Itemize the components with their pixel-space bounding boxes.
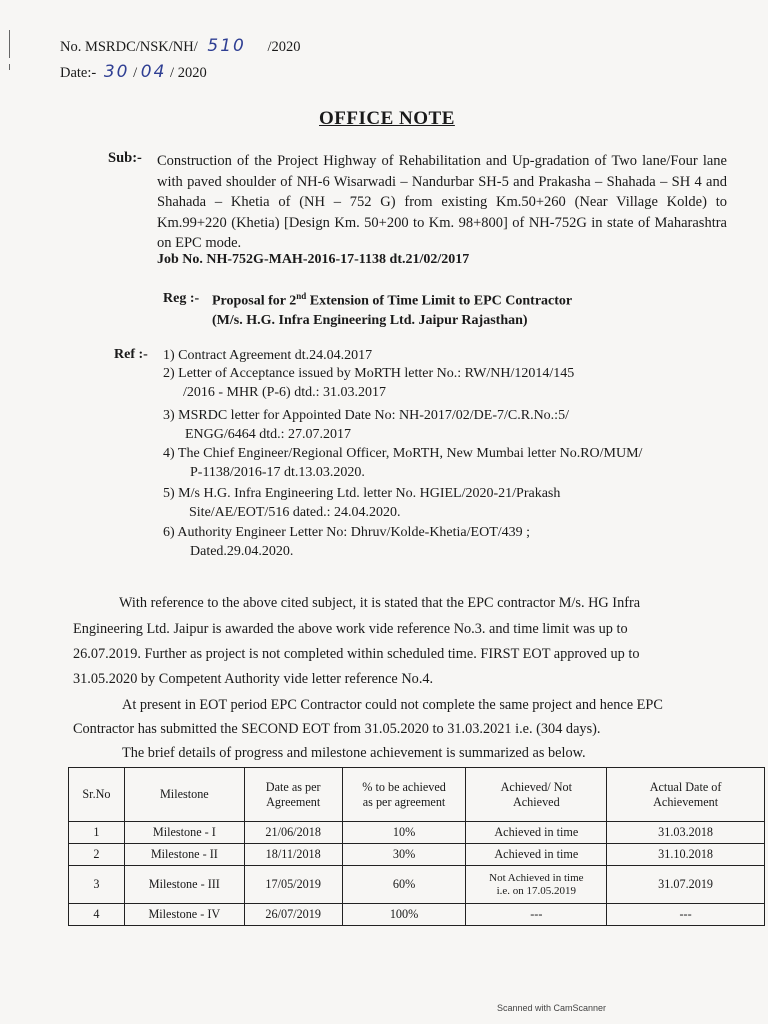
cell-status: Achieved in time bbox=[466, 822, 607, 844]
regarding-text-a: Proposal for 2 bbox=[212, 293, 297, 309]
body-paragraph-1-line-1: With reference to the above cited subject, it is stated that the EPC contractor M/s. HG Infra bbox=[119, 595, 641, 611]
cell-milestone: Milestone - IV bbox=[124, 904, 244, 926]
body-paragraph-2-line-1: At present in EOT period EPC Contractor could not complete the same project and hence EPC bbox=[122, 697, 663, 713]
header-srno: Sr.No bbox=[69, 768, 125, 822]
references-label: Ref :- bbox=[114, 347, 148, 362]
handwritten-reference-number: 510 bbox=[207, 36, 246, 56]
cell-milestone: Milestone - I bbox=[124, 822, 244, 844]
table-row bbox=[69, 822, 765, 844]
margin-mark bbox=[9, 30, 10, 58]
cell-date: 26/07/2019 bbox=[244, 904, 342, 926]
reference-item-4-cont: P-1138/2016-17 dt.13.03.2020. bbox=[190, 465, 365, 480]
table-row bbox=[69, 866, 765, 904]
cell-percent: 10% bbox=[342, 822, 466, 844]
body-paragraph-1-line-3: 26.07.2019. Further as project is not completed within scheduled time. FIRST EOT approved up to bbox=[73, 646, 640, 662]
table-header-row bbox=[69, 768, 765, 822]
reference-prefix: No. MSRDC/NSK/NH/ bbox=[60, 39, 198, 55]
header-percent bbox=[342, 768, 466, 822]
regarding-text-b: Extension of Time Limit to EPC Contractor bbox=[306, 293, 573, 309]
scanner-watermark: Scanned with CamScanner bbox=[497, 1003, 607, 1013]
date-prefix: Date:- bbox=[60, 65, 97, 81]
reference-item-6: 6) Authority Engineer Letter No: Dhruv/Kolde-Khetia/EOT/439 ; bbox=[163, 525, 531, 540]
cell-srno: 3 bbox=[69, 866, 125, 904]
cell-milestone: Milestone - III bbox=[124, 866, 244, 904]
reference-year: /2020 bbox=[267, 39, 301, 55]
subject-text: Construction of the Project Highway of Rehabilitation and Up-gradation of Two lane/Four lane with paved shoulder of NH-6 Wisarwadi – Nandurbar SH-5 and Prakasha – Shahada – SH 4 and Shahada – Khetia of (NH – 752 G) from existing Km.50+260 (Near Village Kolde) to Km.99+220 (Khetia) [Design Km. 50+200 to Km. 98+800] of NH-752G in state of Maharashtra on EPC mode. bbox=[157, 153, 727, 251]
date-line bbox=[60, 62, 207, 82]
milestone-table bbox=[68, 767, 765, 926]
body-paragraph-3: The brief details of progress and milestone achievement is summarized as below. bbox=[122, 745, 586, 761]
cell-percent: 100% bbox=[342, 904, 466, 926]
job-number: Job No. NH-752G-MAH-2016-17-1138 dt.21/02/2017 bbox=[157, 252, 470, 267]
cell-actual-date: --- bbox=[607, 904, 765, 926]
body-paragraph-1-line-4: 31.05.2020 by Competent Authority vide letter reference No.4. bbox=[73, 671, 434, 687]
reference-number-line bbox=[60, 36, 301, 56]
header-achieved-line-1: Achieved/ Not bbox=[500, 779, 573, 794]
page-title: OFFICE NOTE bbox=[319, 108, 455, 129]
reference-item-5-cont: Site/AE/EOT/516 dated.: 24.04.2020. bbox=[189, 505, 401, 520]
cell-percent: 60% bbox=[342, 866, 466, 904]
cell-srno: 2 bbox=[69, 844, 125, 866]
cell-actual-date: 31.07.2019 bbox=[607, 866, 765, 904]
cell-percent: 30% bbox=[342, 844, 466, 866]
header-actual-line-1: Actual Date of bbox=[649, 779, 722, 794]
header-actual-date bbox=[607, 768, 765, 822]
header-date-line-1: Date as per bbox=[265, 779, 321, 794]
date-year: / 2020 bbox=[170, 65, 207, 81]
cell-status: Achieved in time bbox=[466, 844, 607, 866]
table-row bbox=[69, 844, 765, 866]
date-separator: / bbox=[133, 65, 138, 81]
cell-srno: 1 bbox=[69, 822, 125, 844]
reference-item-6-cont: Dated.29.04.2020. bbox=[190, 544, 294, 559]
handwritten-date-day: 30 bbox=[103, 62, 130, 82]
cell-date: 18/11/2018 bbox=[244, 844, 342, 866]
header-milestone: Milestone bbox=[124, 768, 244, 822]
cell-srno: 4 bbox=[69, 904, 125, 926]
cell-status-line-2: i.e. on 17.05.2019 bbox=[496, 884, 577, 897]
reference-item-5: 5) M/s H.G. Infra Engineering Ltd. letter No. HGIEL/2020-21/Prakash bbox=[163, 486, 561, 501]
regarding-line-1 bbox=[212, 291, 572, 310]
regarding-label: Reg :- bbox=[163, 291, 200, 306]
header-achieved bbox=[466, 768, 607, 822]
cell-status-line-1: Not Achieved in time bbox=[489, 871, 584, 884]
handwritten-date-month: 04 bbox=[140, 62, 167, 82]
cell-date: 21/06/2018 bbox=[244, 822, 342, 844]
subject-label: Sub:- bbox=[108, 150, 142, 166]
margin-mark bbox=[9, 64, 10, 70]
reference-item-3: 3) MSRDC letter for Appointed Date No: NH-2017/02/DE-7/C.R.No.:5/ bbox=[163, 408, 569, 423]
reference-item-1: 1) Contract Agreement dt.24.04.2017 bbox=[163, 348, 373, 363]
header-date bbox=[244, 768, 342, 822]
regarding-superscript: nd bbox=[296, 291, 307, 301]
header-percent-line-1: % to be achieved bbox=[362, 779, 446, 794]
cell-status: --- bbox=[466, 904, 607, 926]
cell-actual-date: 31.03.2018 bbox=[607, 822, 765, 844]
cell-actual-date: 31.10.2018 bbox=[607, 844, 765, 866]
header-date-line-2: Agreement bbox=[266, 794, 321, 809]
reference-item-2-cont: /2016 - MHR (P-6) dtd.: 31.03.2017 bbox=[183, 385, 386, 400]
reference-item-4: 4) The Chief Engineer/Regional Officer, MoRTH, New Mumbai letter No.RO/MUM/ bbox=[163, 446, 643, 461]
table-row bbox=[69, 904, 765, 926]
cell-date: 17/05/2019 bbox=[244, 866, 342, 904]
regarding-line-2: (M/s. H.G. Infra Engineering Ltd. Jaipur Rajasthan) bbox=[212, 313, 528, 328]
header-percent-line-2: as per agreement bbox=[362, 794, 446, 809]
header-achieved-line-2: Achieved bbox=[512, 794, 560, 809]
body-paragraph-2-line-2: Contractor has submitted the SECOND EOT from 31.05.2020 to 31.03.2021 i.e. (304 days). bbox=[73, 721, 601, 737]
reference-item-2: 2) Letter of Acceptance issued by MoRTH letter No.: RW/NH/12014/145 bbox=[163, 366, 575, 381]
cell-milestone: Milestone - II bbox=[124, 844, 244, 866]
reference-item-3-cont: ENGG/6464 dtd.: 27.07.2017 bbox=[185, 427, 352, 442]
header-actual-line-2: Achievement bbox=[653, 794, 719, 809]
body-paragraph-1-line-2: Engineering Ltd. Jaipur is awarded the above work vide reference No.3. and time limit was up to bbox=[73, 621, 628, 637]
cell-status bbox=[466, 866, 607, 904]
